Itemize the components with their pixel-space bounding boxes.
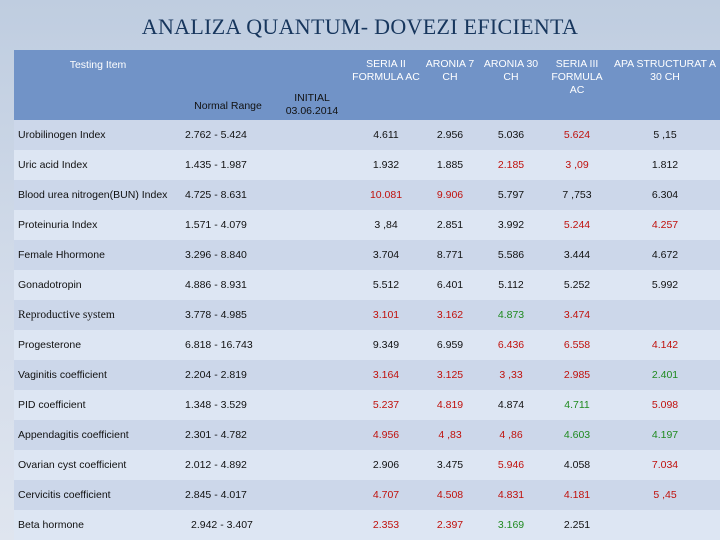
row-value: 2.397	[436, 519, 464, 531]
row-value: 5 ,45	[653, 489, 677, 501]
row-value: 5.237	[372, 399, 400, 411]
row-value: 4.058	[563, 459, 591, 471]
row-normal-range: 4.725 - 8.631	[185, 189, 247, 201]
row-value	[274, 510, 350, 540]
row-test-name: Blood urea nitrogen(BUN) Index	[18, 189, 168, 201]
row-value: 4.142	[651, 339, 679, 351]
row-test-name: Female Hhormone	[18, 249, 105, 261]
row-value	[610, 300, 720, 330]
row-value: 3.101	[372, 309, 400, 321]
row-value	[274, 450, 350, 480]
row-normal-range: 1.348 - 3.529	[185, 399, 247, 411]
row-value: 5.112	[498, 279, 524, 291]
row-value: 6.401	[436, 279, 464, 291]
row-value: 7.034	[651, 459, 679, 471]
row-value: 4.672	[651, 249, 679, 261]
row-value	[274, 420, 350, 450]
row-value: 10.081	[369, 189, 403, 201]
table-row	[14, 480, 720, 510]
row-normal-range: 2.012 - 4.892	[185, 459, 247, 471]
table-row	[14, 150, 720, 180]
row-value: 4.603	[563, 429, 591, 441]
row-normal-range: 6.818 - 16.743	[185, 339, 253, 351]
row-value: 4.257	[651, 219, 679, 231]
row-value: 3.704	[372, 249, 400, 261]
row-value: 5.624	[563, 129, 591, 141]
row-value	[610, 510, 720, 540]
row-value: 5.036	[497, 129, 525, 141]
row-value: 3.444	[563, 249, 591, 261]
row-value: 4 ,86	[499, 429, 523, 441]
row-value	[274, 300, 350, 330]
row-test-name: Vaginitis coefficient	[18, 369, 107, 381]
row-value: 4 ,83	[438, 429, 462, 441]
row-value: 3.169	[497, 519, 525, 531]
row-value: 4.197	[651, 429, 679, 441]
table-row	[14, 360, 720, 390]
row-test-name: Beta hormone	[18, 519, 84, 531]
table-row	[14, 240, 720, 270]
row-value: 9.349	[372, 339, 400, 351]
table-row	[14, 330, 720, 360]
row-test-name: Uric acid Index	[18, 159, 88, 171]
row-test-name: Appendagitis coefficient	[18, 429, 129, 441]
row-value: 4.874	[497, 399, 525, 411]
row-value: 2.956	[436, 129, 464, 141]
row-value: 2.185	[497, 159, 525, 171]
row-value: 3.475	[436, 459, 464, 471]
table-row	[14, 120, 720, 150]
row-value	[274, 270, 350, 300]
header-aronia-30ch: ARONIA 30 CH	[483, 58, 539, 83]
row-value: 3 ,33	[499, 369, 523, 381]
row-normal-range: 2.301 - 4.782	[185, 429, 247, 441]
row-test-name: Urobilinogen Index	[18, 129, 106, 141]
row-value	[274, 120, 350, 150]
row-value: 2.851	[436, 219, 464, 231]
row-normal-range: 4.886 - 8.931	[185, 279, 247, 291]
row-test-name: PID coefficient	[18, 399, 86, 411]
row-test-name: Cervicitis coefficient	[18, 489, 111, 501]
row-value: 3.164	[372, 369, 400, 381]
row-value	[274, 360, 350, 390]
row-value: 4.819	[436, 399, 464, 411]
row-value: 5.586	[497, 249, 525, 261]
table-row	[14, 270, 720, 300]
row-value: 2.251	[563, 519, 591, 531]
row-value: 6.558	[563, 339, 591, 351]
header-seria-2: SERIA II FORMULA AC	[352, 58, 420, 83]
table-row	[14, 300, 720, 330]
header-seria-3: SERIA III FORMULA AC	[551, 58, 603, 96]
table-row	[14, 420, 720, 450]
row-test-name: Gonadotropin	[18, 279, 82, 291]
row-value: 3.474	[563, 309, 591, 321]
row-value	[274, 480, 350, 510]
row-normal-range: 2.942 - 3.407	[191, 519, 253, 531]
row-test-name: Progesterone	[18, 339, 82, 351]
row-value: 2.906	[372, 459, 400, 471]
row-normal-range: 2.762 - 5.424	[185, 129, 247, 141]
row-value: 2.353	[372, 519, 400, 531]
table-row	[14, 210, 720, 240]
row-value	[274, 180, 350, 210]
row-value: 2.985	[563, 369, 591, 381]
table-row	[14, 390, 720, 420]
row-value: 3 ,09	[565, 159, 589, 171]
row-value: 3 ,84	[374, 219, 398, 231]
row-value: 4.956	[372, 429, 400, 441]
row-value: 4.508	[436, 489, 464, 501]
row-value	[274, 390, 350, 420]
row-value	[274, 240, 350, 270]
table-row	[14, 180, 720, 210]
slide-title: ANALIZA QUANTUM- DOVEZI EFICIENTA	[141, 14, 579, 39]
row-value: 4.181	[563, 489, 591, 501]
row-value: 5 ,15	[653, 129, 677, 141]
row-normal-range: 2.845 - 4.017	[185, 489, 247, 501]
row-value: 5.946	[497, 459, 525, 471]
row-value: 4.611	[373, 129, 399, 141]
row-value: 5.797	[497, 189, 525, 201]
header-testing-item: Testing Item	[69, 59, 127, 71]
header-apa-structurat: APA STRUCTURAT A 30 CH	[613, 58, 717, 83]
results-table-container	[14, 50, 720, 540]
row-normal-range: 1.571 - 4.079	[185, 219, 247, 231]
header-normal-range: Normal Range	[194, 100, 262, 112]
row-value: 5.098	[651, 399, 679, 411]
row-test-name: Reproductive system	[18, 309, 115, 321]
row-value: 4.707	[372, 489, 400, 501]
table-header	[14, 50, 720, 120]
row-value: 5.244	[563, 219, 591, 231]
table-row	[14, 450, 720, 480]
row-value: 6.436	[497, 339, 525, 351]
row-value: 6.304	[651, 189, 679, 201]
table-body	[14, 120, 720, 540]
row-value: 3.992	[497, 219, 525, 231]
row-value: 1.812	[651, 159, 679, 171]
row-value: 4.711	[564, 399, 590, 411]
row-value: 3.162	[436, 309, 464, 321]
row-test-name: Ovarian cyst coefficient	[18, 459, 127, 471]
row-value: 5.512	[372, 279, 400, 291]
row-value: 8.771	[436, 249, 464, 261]
table-row	[14, 510, 720, 540]
row-value	[274, 150, 350, 180]
row-normal-range: 3.296 - 8.840	[185, 249, 247, 261]
row-value: 5.252	[563, 279, 591, 291]
row-value: 9.906	[436, 189, 464, 201]
row-value: 7 ,753	[562, 189, 592, 201]
row-normal-range: 3.778 - 4.985	[185, 309, 247, 321]
row-value: 6.959	[436, 339, 464, 351]
row-test-name: Proteinuria Index	[18, 219, 98, 231]
row-value: 4.831	[497, 489, 525, 501]
row-value	[274, 210, 350, 240]
row-value: 1.932	[372, 159, 400, 171]
row-value: 2.401	[651, 369, 679, 381]
row-value: 5.992	[651, 279, 679, 291]
header-initial: INITIAL 03.06.2014	[285, 92, 339, 117]
row-normal-range: 2.204 - 2.819	[185, 369, 247, 381]
row-value: 1.885	[436, 159, 464, 171]
header-aronia-7ch: ARONIA 7 CH	[425, 58, 475, 83]
row-value: 3.125	[436, 369, 464, 381]
row-value	[274, 330, 350, 360]
results-table	[14, 50, 720, 540]
row-value: 4.873	[497, 309, 525, 321]
row-normal-range: 1.435 - 1.987	[185, 159, 247, 171]
